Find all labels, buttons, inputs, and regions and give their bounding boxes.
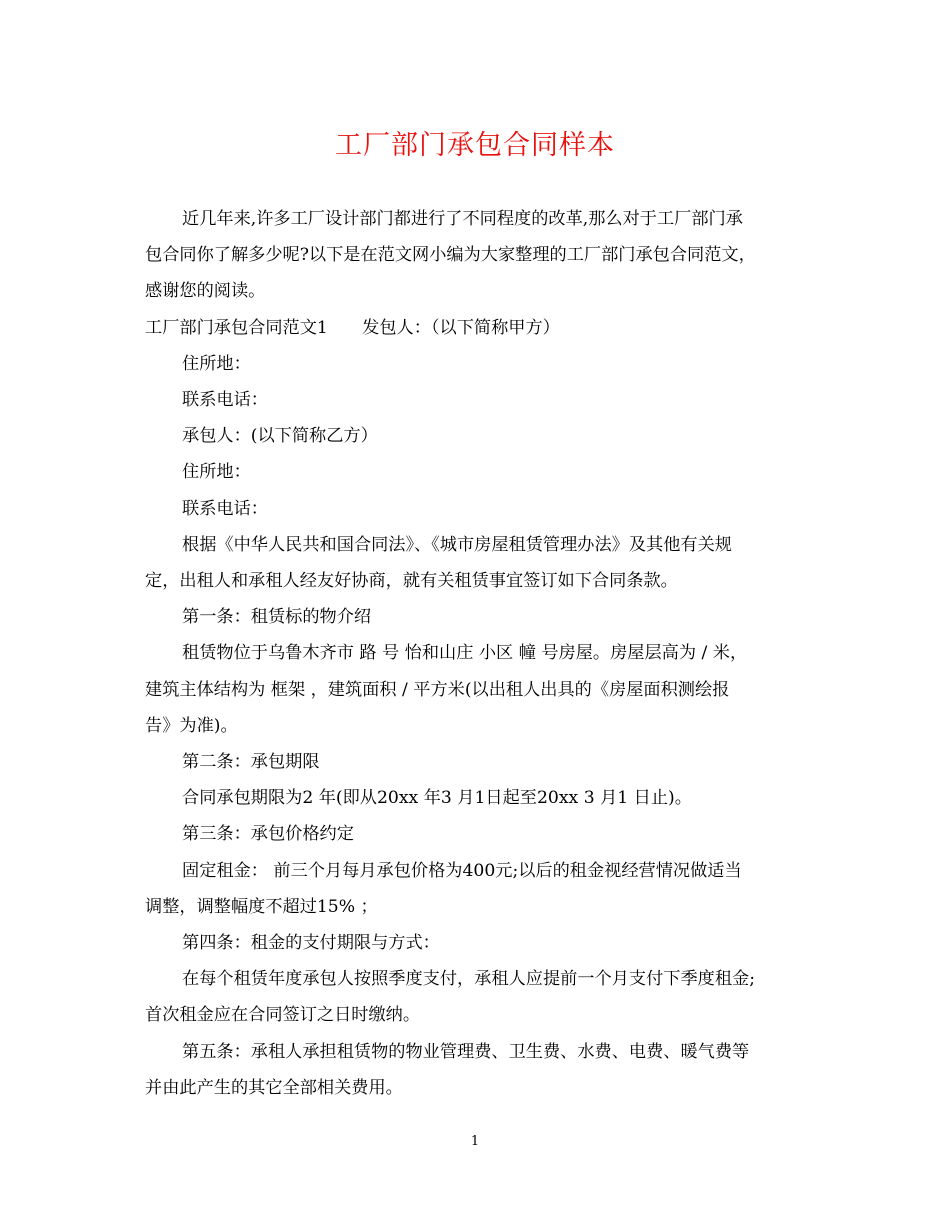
party-b-label: 承包人：(以下简称乙方） bbox=[182, 426, 378, 447]
party-a-phone: 联系电话： bbox=[182, 390, 268, 411]
page-number: 1 bbox=[470, 1134, 480, 1149]
article-1-line-3: 告》为准)。 bbox=[145, 715, 238, 736]
article-4-line-1: 在每个租赁年度承包人按照季度支付，承租人应提前一个月支付下季度租金; bbox=[182, 969, 755, 990]
article-4-heading: 第四条：租金的支付期限与方式： bbox=[182, 933, 440, 954]
article-5-line-2: 并由此产生的其它全部相关费用。 bbox=[145, 1077, 403, 1098]
intro-line-1: 近几年来,许多工厂设计部门都进行了不同程度的改革,那么对于工厂部门承 bbox=[182, 209, 743, 229]
basis-line-2: 定，出租人和承租人经友好协商，就有关租赁事宜签订如下合同条款。 bbox=[145, 571, 678, 592]
article-3-line-1: 固定租金： 前三个月每月承包价格为400元;以后的租金视经营情况做适当 bbox=[182, 860, 742, 881]
intro-line-2: 包合同你了解多少呢?以下是在范文网小编为大家整理的工厂部门承包合同范文， bbox=[145, 245, 756, 266]
article-3-line-2: 调整，调整幅度不超过15% ； bbox=[145, 896, 378, 917]
party-b-phone: 联系电话： bbox=[182, 498, 268, 519]
article-4-line-2: 首次租金应在合同签订之日时缴纳。 bbox=[145, 1005, 421, 1026]
intro-line-3: 感谢您的阅读。 bbox=[145, 281, 266, 302]
article-5-line-1: 第五条：承租人承担租赁物的物业管理费、卫生费、水费、电费、暖气费等 bbox=[182, 1041, 750, 1062]
article-2-heading: 第二条：承包期限 bbox=[182, 752, 320, 773]
article-1-line-2: 建筑主体结构为 框架 ，建筑面积 / 平方米(以出租人出具的《房屋面积测绘报 bbox=[145, 679, 730, 700]
contract-heading-line: 工厂部门承包合同范文1 发包人：（以下简称甲方） bbox=[145, 317, 560, 338]
article-1-line-1: 租赁物位于乌鲁木齐市 路 号 怡和山庄 小区 幢 号房屋。房屋层高为 / 米， bbox=[182, 643, 748, 664]
article-1-heading: 第一条：租赁标的物介绍 bbox=[182, 607, 372, 628]
party-a-address: 住所地： bbox=[182, 353, 251, 374]
basis-line-1: 根据《中华人民共和国合同法》、《城市房屋租赁管理办法》及其他有关规 bbox=[182, 534, 732, 555]
party-b-address: 住所地： bbox=[182, 462, 251, 483]
document-body bbox=[145, 201, 803, 1106]
article-3-heading: 第三条：承包价格约定 bbox=[182, 824, 354, 845]
article-2-line-1: 合同承包期限为2 年(即从20xx 年3 月1日起至20xx 3 月1 日止)。 bbox=[182, 788, 692, 809]
document-title: 工厂部门承包合同样本 bbox=[335, 130, 615, 161]
